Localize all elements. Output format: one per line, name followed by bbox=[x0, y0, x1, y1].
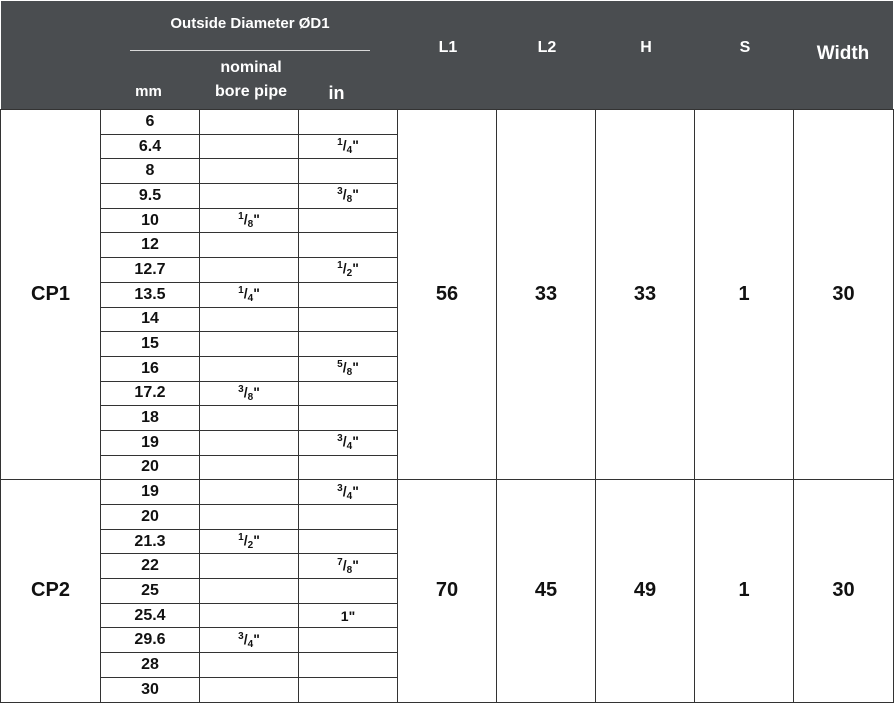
mm-cell: 12.7 bbox=[101, 258, 200, 283]
nominal-bore-cell bbox=[200, 134, 299, 159]
table-row bbox=[1, 480, 894, 505]
nominal-bore-cell bbox=[200, 233, 299, 258]
inch-value: $^3/_4$" bbox=[337, 433, 359, 453]
nominal-bore-cell bbox=[200, 159, 299, 184]
table-rows bbox=[1, 110, 894, 703]
spec-table bbox=[0, 109, 894, 703]
mm-cell: 17.2 bbox=[101, 381, 200, 406]
width-value-cell: 30 bbox=[794, 110, 894, 480]
inch-cell bbox=[299, 653, 398, 678]
inch-cell bbox=[299, 332, 398, 357]
nominal-bore-cell bbox=[200, 677, 299, 702]
table-body bbox=[0, 109, 894, 703]
mm-cell: 6 bbox=[101, 110, 200, 135]
inch-cell bbox=[299, 110, 398, 135]
inch-cell bbox=[299, 480, 398, 505]
nominal-bore-cell bbox=[200, 653, 299, 678]
s-value-cell: 1 bbox=[695, 480, 794, 702]
mm-cell: 20 bbox=[101, 505, 200, 530]
nominal-bore-cell bbox=[200, 480, 299, 505]
model-name-cell: CP2 bbox=[1, 480, 101, 702]
inch-value: $^7/_8$" bbox=[337, 556, 359, 576]
mm-cell: 12 bbox=[101, 233, 200, 258]
inch-cell bbox=[299, 529, 398, 554]
mm-cell: 25.4 bbox=[101, 603, 200, 628]
inch-cell bbox=[299, 134, 398, 159]
l1-value-cell: 56 bbox=[398, 110, 497, 480]
header-nominal-line2: bore pipe bbox=[214, 83, 287, 100]
l2-value-cell: 45 bbox=[497, 480, 596, 702]
od-title: Outside Diameter ØD1 bbox=[170, 15, 330, 32]
inch-cell bbox=[299, 554, 398, 579]
inch-cell bbox=[299, 406, 398, 431]
nominal-bore-cell bbox=[200, 529, 299, 554]
inch-cell bbox=[299, 184, 398, 209]
inch-value: $^3/_4$" bbox=[337, 482, 359, 502]
header-mm: mm bbox=[135, 83, 162, 100]
mm-cell: 6.4 bbox=[101, 134, 200, 159]
mm-cell: 14 bbox=[101, 307, 200, 332]
nominal-bore-cell bbox=[200, 282, 299, 307]
table-header bbox=[1, 1, 893, 109]
nominal-bore-cell bbox=[200, 406, 299, 431]
nominal-bore-value: $^3/_8$" bbox=[238, 383, 260, 403]
nominal-bore-cell bbox=[200, 184, 299, 209]
nominal-bore-cell bbox=[200, 579, 299, 604]
h-value-cell: 33 bbox=[596, 110, 695, 480]
nominal-bore-cell bbox=[200, 603, 299, 628]
inch-cell bbox=[299, 282, 398, 307]
width-value-cell: 30 bbox=[794, 480, 894, 702]
mm-cell: 8 bbox=[101, 159, 200, 184]
inch-value: 1" bbox=[340, 607, 356, 624]
mm-cell: 19 bbox=[101, 480, 200, 505]
mm-cell: 10 bbox=[101, 208, 200, 233]
mm-cell: 22 bbox=[101, 554, 200, 579]
table-row bbox=[1, 110, 894, 135]
inch-value: $^1/_4$" bbox=[337, 137, 359, 157]
header-width: Width bbox=[816, 43, 870, 64]
inch-cell bbox=[299, 628, 398, 653]
mm-cell: 16 bbox=[101, 356, 200, 381]
header-in: in bbox=[328, 83, 345, 103]
inch-cell bbox=[299, 677, 398, 702]
s-value-cell: 1 bbox=[695, 110, 794, 480]
mm-cell: 9.5 bbox=[101, 184, 200, 209]
inch-value: $^1/_2$" bbox=[337, 260, 359, 280]
inch-cell bbox=[299, 455, 398, 480]
inch-cell bbox=[299, 307, 398, 332]
mm-cell: 21.3 bbox=[101, 529, 200, 554]
nominal-bore-value: $^3/_4$" bbox=[238, 630, 260, 650]
header-nominal-line1: nominal bbox=[220, 59, 282, 76]
mm-cell: 13.5 bbox=[101, 282, 200, 307]
mm-cell: 20 bbox=[101, 455, 200, 480]
model-name-cell: CP1 bbox=[1, 110, 101, 480]
inch-cell bbox=[299, 159, 398, 184]
inch-cell bbox=[299, 208, 398, 233]
nominal-bore-value: $^1/_8$" bbox=[238, 211, 260, 231]
mm-cell: 29.6 bbox=[101, 628, 200, 653]
header-l1: L1 bbox=[438, 39, 458, 56]
inch-cell bbox=[299, 430, 398, 455]
mm-cell: 15 bbox=[101, 332, 200, 357]
inch-value: $^3/_8$" bbox=[337, 186, 359, 206]
inch-cell bbox=[299, 356, 398, 381]
inch-cell bbox=[299, 603, 398, 628]
inch-cell bbox=[299, 381, 398, 406]
header-h: H bbox=[640, 39, 652, 56]
header-s: S bbox=[739, 39, 751, 56]
nominal-bore-cell bbox=[200, 307, 299, 332]
nominal-bore-value: $^1/_2$" bbox=[238, 532, 260, 552]
mm-cell: 30 bbox=[101, 677, 200, 702]
mm-cell: 18 bbox=[101, 406, 200, 431]
mm-cell: 25 bbox=[101, 579, 200, 604]
inch-value: $^5/_8$" bbox=[337, 359, 359, 379]
nominal-bore-cell bbox=[200, 455, 299, 480]
l2-value-cell: 33 bbox=[497, 110, 596, 480]
inch-cell bbox=[299, 233, 398, 258]
h-value-cell: 49 bbox=[596, 480, 695, 702]
nominal-bore-cell bbox=[200, 554, 299, 579]
inch-cell bbox=[299, 505, 398, 530]
nominal-bore-cell bbox=[200, 505, 299, 530]
nominal-bore-cell bbox=[200, 110, 299, 135]
nominal-bore-cell bbox=[200, 332, 299, 357]
inch-cell bbox=[299, 258, 398, 283]
nominal-bore-value: $^1/_4$" bbox=[238, 285, 260, 305]
l1-value-cell: 70 bbox=[398, 480, 497, 702]
od-title-underline bbox=[130, 50, 370, 51]
mm-cell: 28 bbox=[101, 653, 200, 678]
nominal-bore-cell bbox=[200, 628, 299, 653]
nominal-bore-cell bbox=[200, 381, 299, 406]
inch-cell bbox=[299, 579, 398, 604]
nominal-bore-cell bbox=[200, 430, 299, 455]
header-l2: L2 bbox=[537, 39, 557, 56]
nominal-bore-cell bbox=[200, 258, 299, 283]
nominal-bore-cell bbox=[200, 208, 299, 233]
mm-cell: 19 bbox=[101, 430, 200, 455]
nominal-bore-cell bbox=[200, 356, 299, 381]
